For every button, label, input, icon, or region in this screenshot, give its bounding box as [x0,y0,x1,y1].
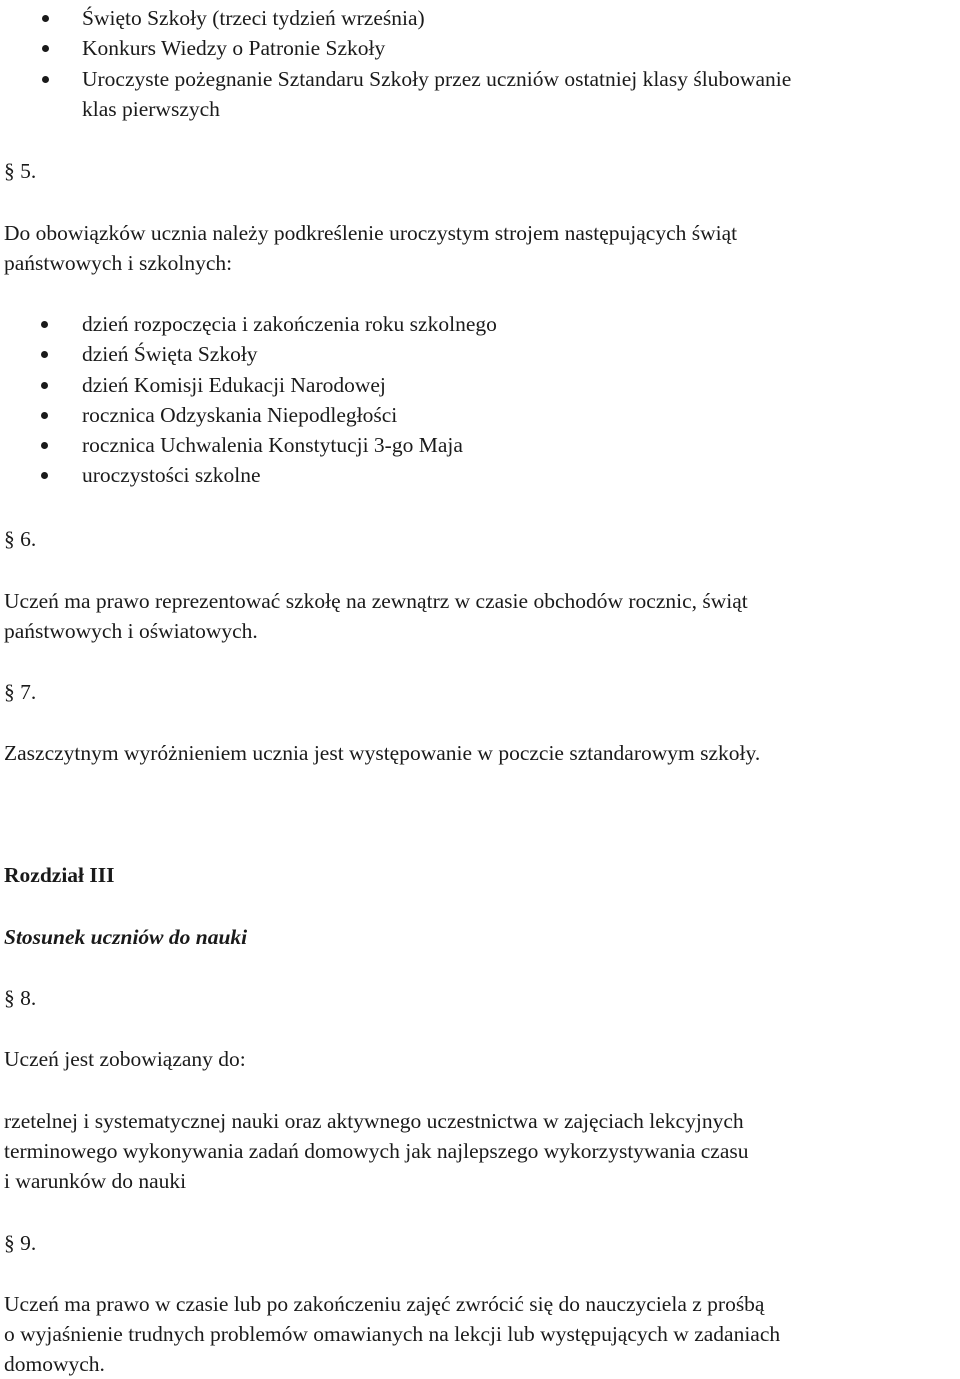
section-heading-9 [4,1228,36,1258]
holidays-bullet-list [82,309,497,491]
bullet-icon [41,382,48,389]
section-8-line2: terminowego wykonywania zadań domowych jak najlepszego wykorzystywania czasu [4,1139,749,1163]
section-symbol: § [4,680,15,704]
bullet-icon [41,442,48,449]
section-symbol: § [4,527,15,551]
list-item: dzień Komisji Edukacji Narodowej [82,370,497,400]
list-item: dzień Święta Szkoły [82,339,497,369]
list-item: dzień rozpoczęcia i zakończenia roku szkolnego [82,309,497,339]
chapter-title: Rozdział III [4,863,115,887]
list-item: uroczystości szkolne [82,460,497,490]
list-item: Konkurs Wiedzy o Patronie Szkoły [82,33,791,63]
section-heading-8 [4,983,36,1013]
section-symbol: § [4,159,15,183]
section-8-line3: i warunków do nauki [4,1169,187,1193]
list-item: Uroczyste pożegnanie Sztandaru Szkoły przez uczniów ostatniej klasy ślubowanie [82,64,791,94]
section-number: 8. [20,986,37,1010]
section-9-line1: Uczeń ma prawo w czasie lub po zakończeniu zajęć zwrócić się do nauczyciela z prośbą [4,1292,765,1316]
section-9-line2: o wyjaśnienie trudnych problemów omawianych na lekcji lub występujących w zadaniach [4,1322,781,1346]
list-item-continuation: klas pierwszych [82,96,220,121]
chapter-subtitle: Stosunek uczniów do nauki [4,925,248,949]
list-item: Święto Szkoły (trzeci tydzień września) [82,3,791,33]
section-symbol: § [4,986,15,1010]
bullet-icon [42,15,49,22]
section-5-text-line2: państwowych i szkolnych: [4,251,233,275]
section-8-intro: Uczeń jest zobowiązany do: [4,1047,246,1071]
bullet-icon [42,45,49,52]
section-number: 9. [20,1231,37,1255]
section-heading-5 [4,156,36,186]
section-6-text-line2: państwowych i oświatowych. [4,619,258,643]
section-6-text-line1: Uczeń ma prawo reprezentować szkołę na zewnątrz w czasie obchodów rocznic, świąt [4,589,748,613]
section-number: 6. [20,527,37,551]
section-9-line3: domowych. [4,1352,105,1376]
section-symbol: § [4,1231,15,1255]
bullet-icon [41,472,48,479]
bullet-icon [41,351,48,358]
section-7-text: Zaszczytnym wyróżnieniem ucznia jest występowanie w poczcie sztandarowym szkoły. [4,741,761,765]
section-8-line1: rzetelnej i systematycznej nauki oraz aktywnego uczestnictwa w zajęciach lekcyjnych [4,1109,744,1133]
section-heading-6 [4,524,36,554]
section-5-text-line1: Do obowiązków ucznia należy podkreślenie uroczystym strojem następujących świąt [4,221,738,245]
top-bullet-list [82,3,791,124]
list-item: rocznica Odzyskania Niepodległości [82,400,497,430]
bullet-icon [41,412,48,419]
bullet-icon [41,321,48,328]
section-heading-7 [4,677,36,707]
section-number: 5. [20,159,37,183]
section-number: 7. [20,680,37,704]
list-item: rocznica Uchwalenia Konstytucji 3-go Maja [82,430,497,460]
bullet-icon [42,76,49,83]
